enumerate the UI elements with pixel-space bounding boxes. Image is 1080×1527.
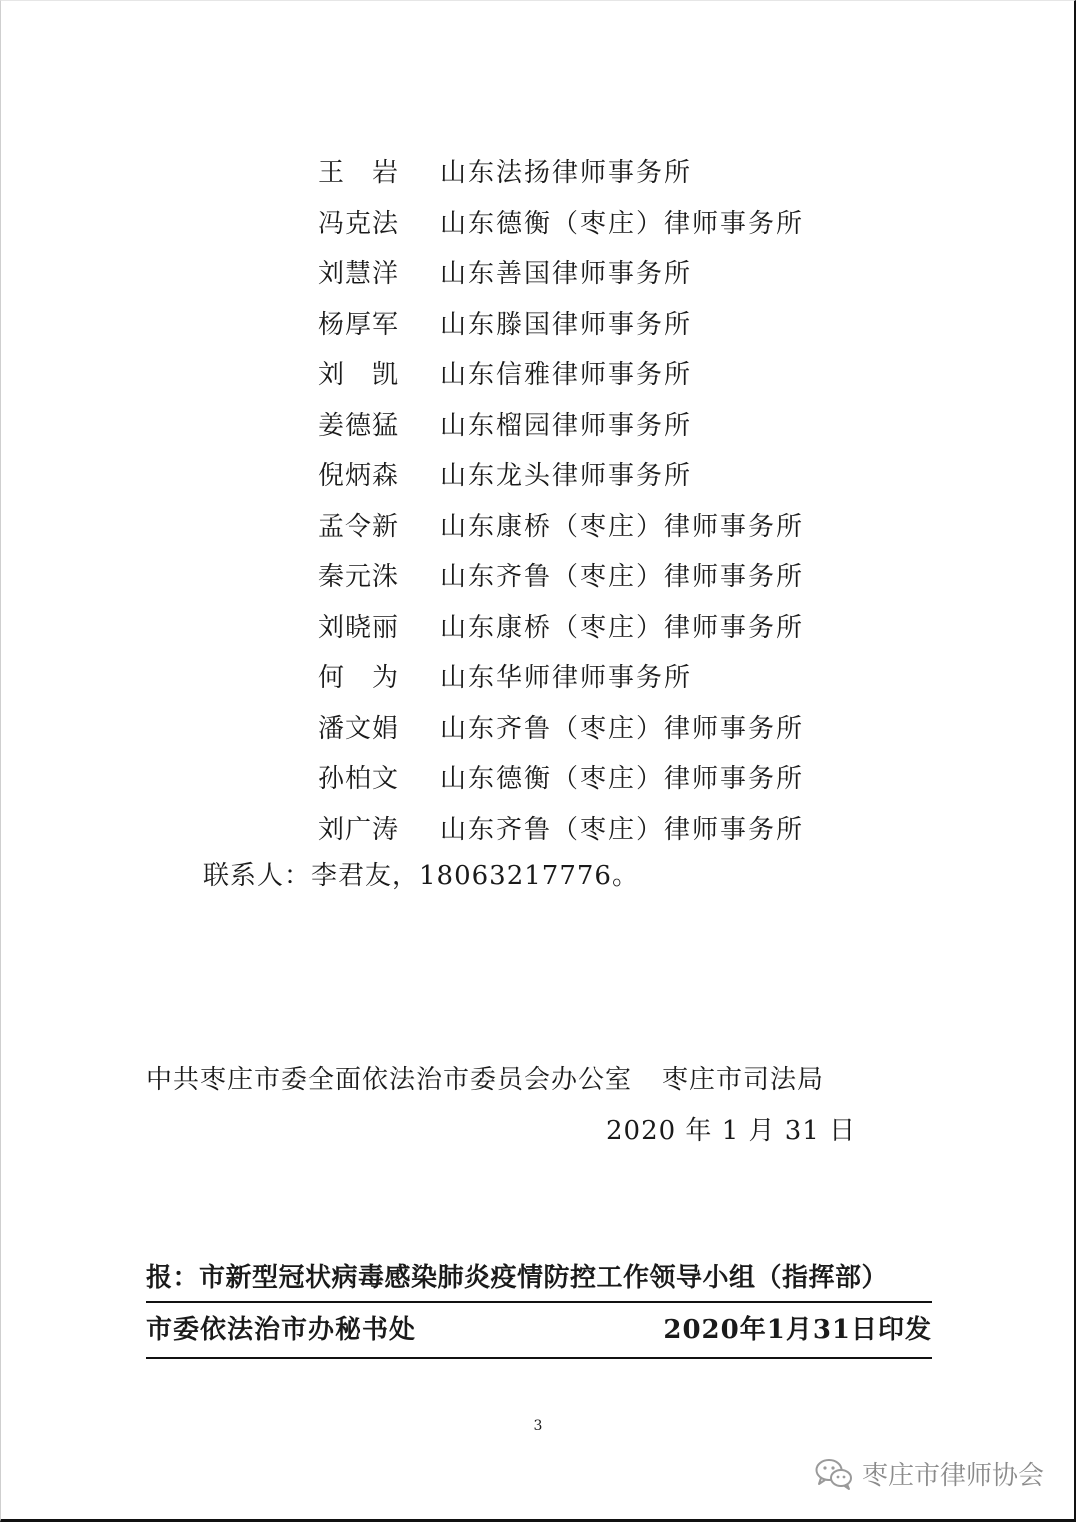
issuing-office: 市委依法治市办秘书处 bbox=[146, 1315, 417, 1345]
lawyer-name: 杨厚军 bbox=[318, 309, 400, 340]
roster-row bbox=[318, 653, 804, 704]
lawyer-name: 潘文娟 bbox=[318, 713, 400, 744]
roster-row bbox=[318, 805, 804, 856]
law-firm-name: 山东康桥（枣庄）律师事务所 bbox=[440, 511, 805, 542]
roster-row bbox=[318, 704, 804, 755]
roster-row bbox=[318, 552, 804, 603]
law-firm-name: 山东德衡（枣庄）律师事务所 bbox=[440, 764, 805, 794]
roster-row bbox=[318, 502, 804, 553]
issue-date: 2020年1月31日印发 bbox=[663, 1315, 932, 1345]
roster-row bbox=[318, 451, 804, 502]
lawyer-name: 刘 凯 bbox=[318, 360, 400, 390]
issuer-committee-office: 中共枣庄市委全面依法治市委员会办公室 bbox=[146, 1065, 633, 1095]
contact-line: 联系人：李君友，18063217776。 bbox=[203, 861, 639, 891]
law-firm-name: 山东齐鲁（枣庄）律师事务所 bbox=[440, 713, 805, 744]
lawyer-name: 刘慧洋 bbox=[318, 259, 400, 289]
lawyer-name: 秦元洙 bbox=[318, 562, 400, 592]
roster-row bbox=[318, 199, 804, 250]
issuing-organizations bbox=[146, 1060, 824, 1100]
lawyer-name: 姜德猛 bbox=[318, 410, 400, 441]
law-firm-name: 山东善国律师事务所 bbox=[440, 259, 693, 289]
lawyer-name: 王 岩 bbox=[318, 158, 400, 188]
lawyer-name: 孙柏文 bbox=[318, 764, 400, 794]
lawyer-name: 孟令新 bbox=[318, 511, 400, 542]
lawyer-name: 刘晓丽 bbox=[318, 612, 400, 643]
lawyer-name: 何 为 bbox=[318, 663, 400, 693]
page-number: 3 bbox=[533, 1418, 543, 1434]
roster-row bbox=[318, 148, 804, 199]
roster-row bbox=[318, 300, 804, 351]
law-firm-name: 山东齐鲁（枣庄）律师事务所 bbox=[440, 562, 805, 592]
roster-row bbox=[318, 603, 804, 654]
wechat-icon bbox=[814, 1457, 854, 1491]
footer-rule-bottom bbox=[146, 1357, 932, 1359]
report-to-line: 报：市新型冠状病毒感染肺炎疫情防控工作领导小组（指挥部） bbox=[146, 1263, 889, 1293]
law-firm-name: 山东齐鲁（枣庄）律师事务所 bbox=[440, 814, 805, 845]
issuer-justice-bureau: 枣庄市司法局 bbox=[662, 1065, 825, 1095]
law-firm-name: 山东滕国律师事务所 bbox=[440, 309, 693, 340]
signature-date: 2020 年 1 月 31 日 bbox=[606, 1116, 857, 1146]
law-firm-name: 山东法扬律师事务所 bbox=[440, 158, 693, 188]
lawyer-name: 刘广涛 bbox=[318, 814, 400, 845]
law-firm-name: 山东龙头律师事务所 bbox=[440, 461, 693, 491]
roster-row bbox=[318, 350, 804, 401]
law-firm-name: 山东华师律师事务所 bbox=[440, 663, 693, 693]
wechat-watermark bbox=[814, 1455, 1044, 1492]
roster-row bbox=[318, 401, 804, 452]
law-firm-name: 山东康桥（枣庄）律师事务所 bbox=[440, 612, 805, 643]
law-firm-name: 山东榴园律师事务所 bbox=[440, 410, 693, 441]
lawyer-roster bbox=[318, 148, 804, 855]
issue-line bbox=[146, 1303, 932, 1357]
lawyer-name: 冯克法 bbox=[318, 208, 400, 239]
watermark-text: 枣庄市律师协会 bbox=[861, 1461, 1044, 1491]
lawyer-name: 倪炳森 bbox=[318, 461, 400, 491]
document-footer bbox=[146, 1255, 932, 1359]
roster-row bbox=[318, 249, 804, 300]
law-firm-name: 山东信雅律师事务所 bbox=[440, 360, 693, 390]
roster-row bbox=[318, 754, 804, 805]
law-firm-name: 山东德衡（枣庄）律师事务所 bbox=[440, 208, 805, 239]
